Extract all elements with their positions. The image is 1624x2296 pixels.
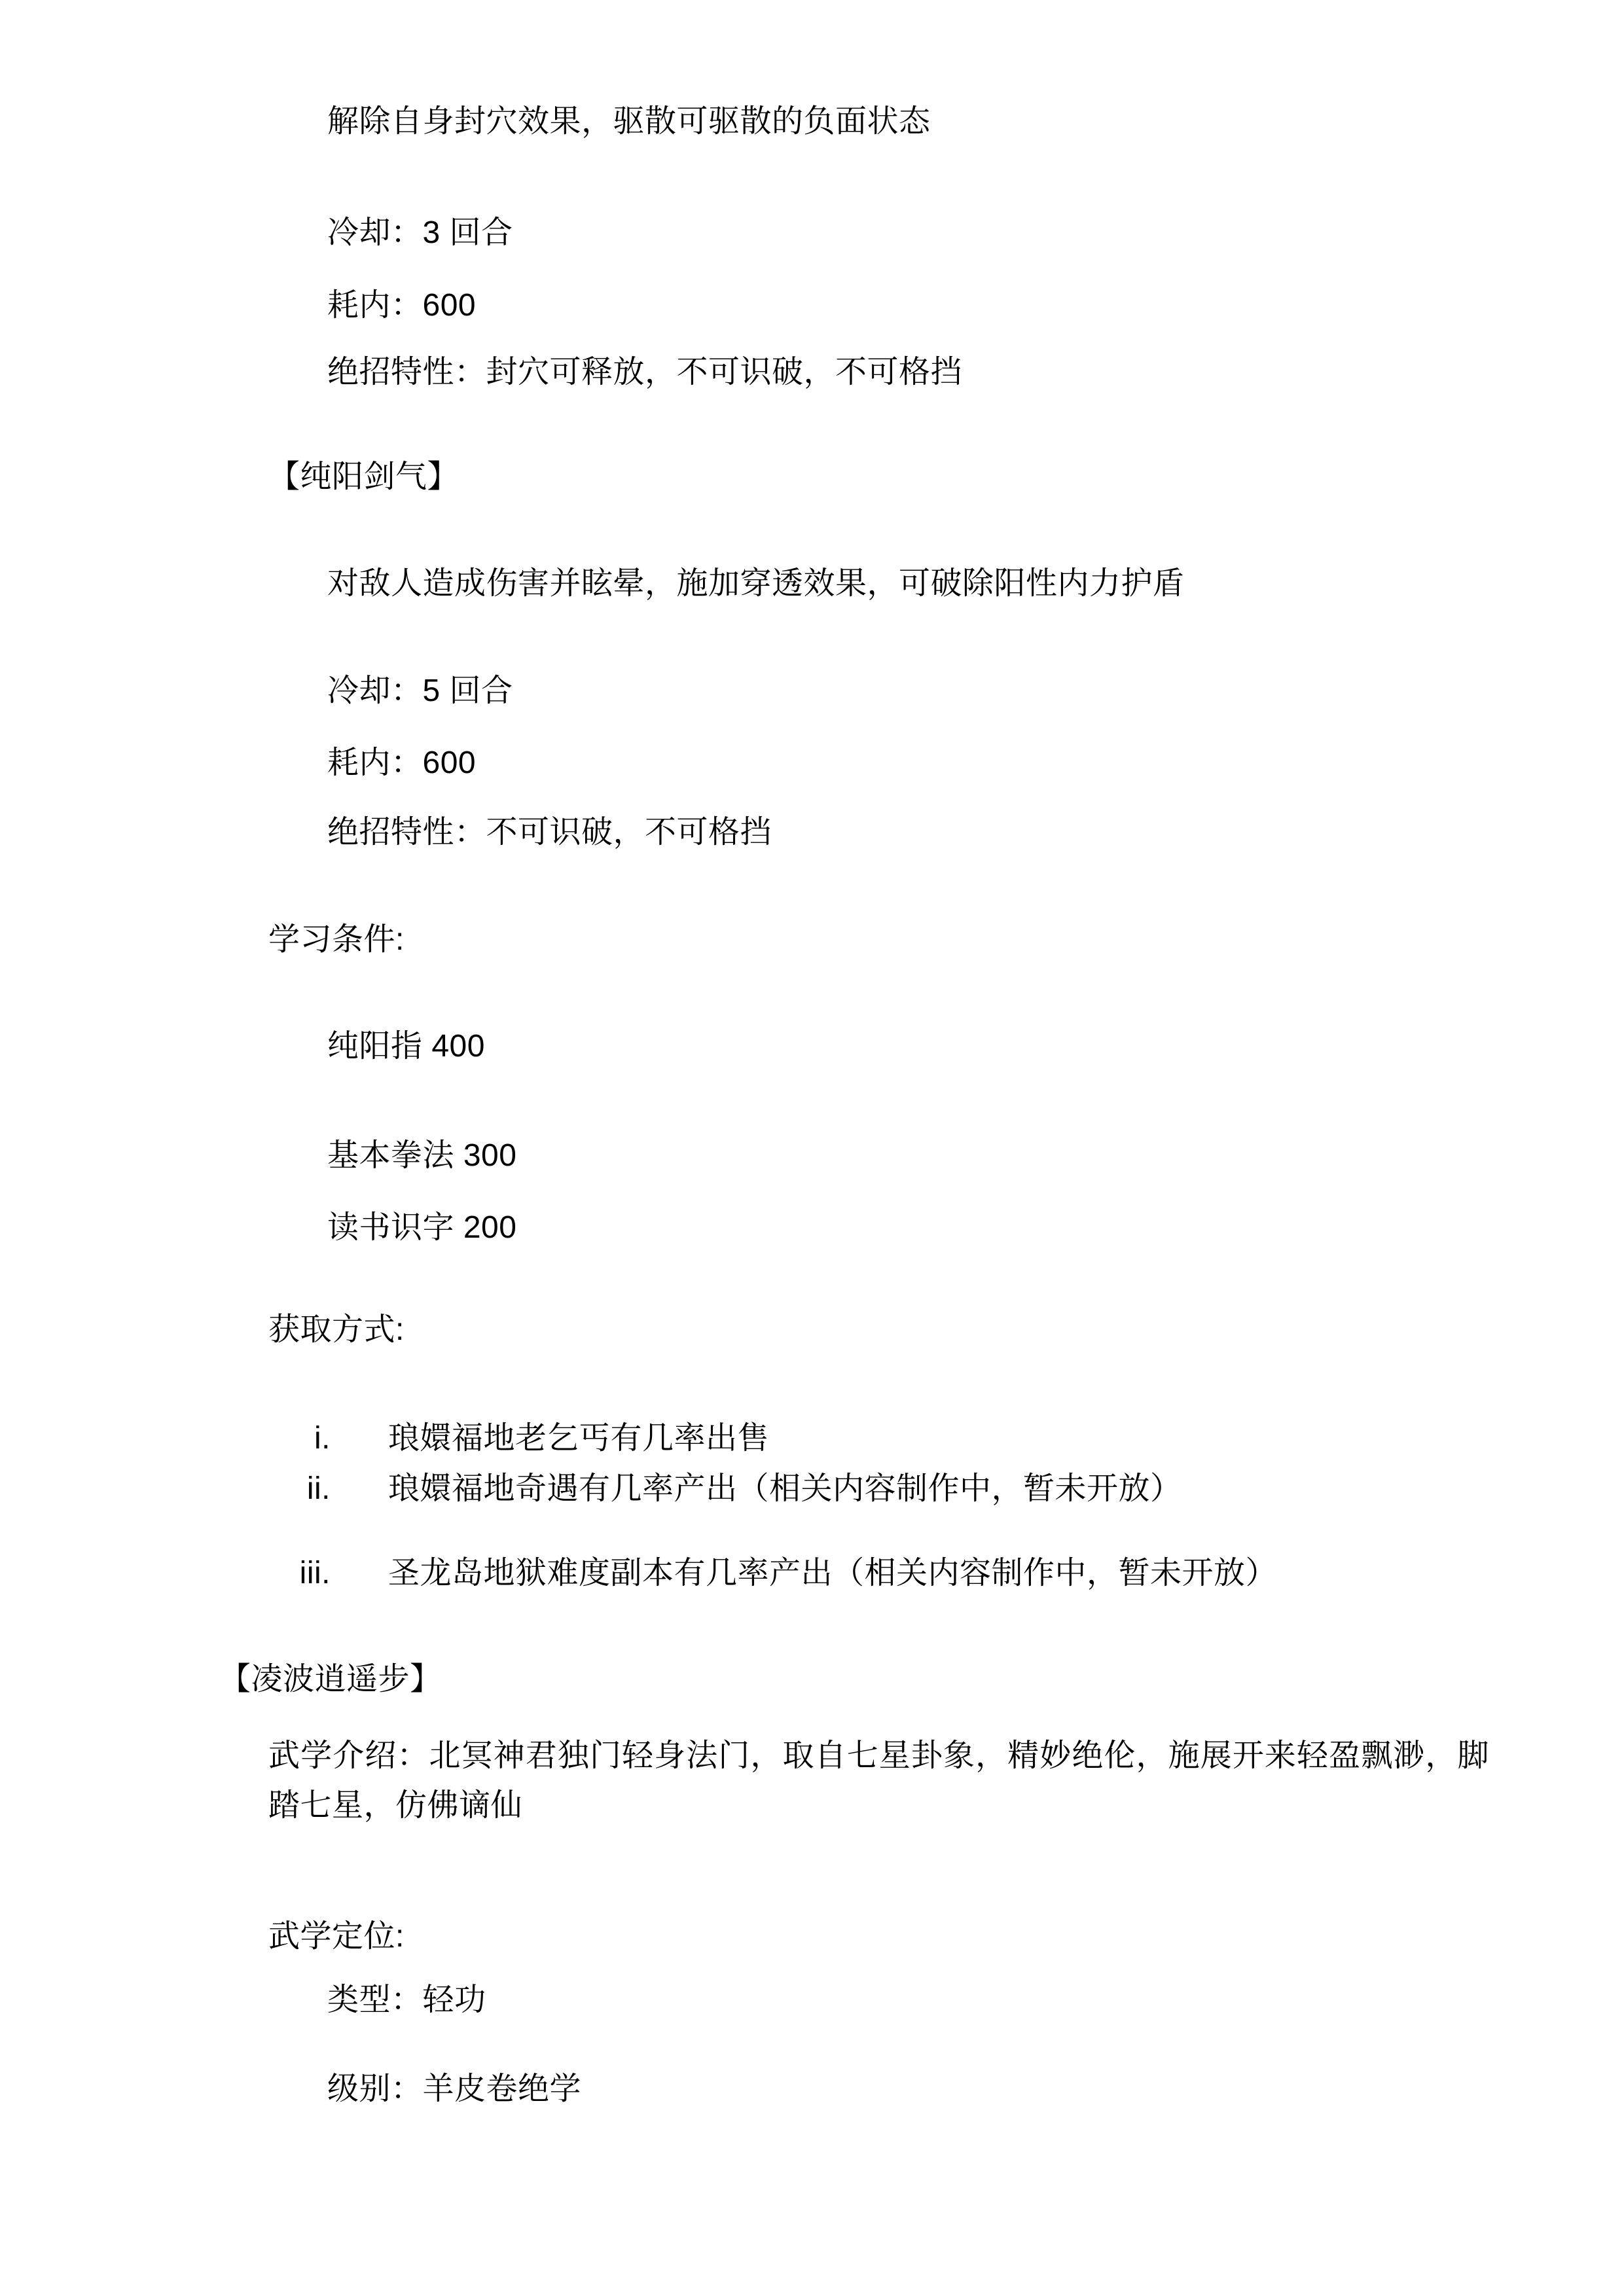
inner-cost-line: 耗内：600 bbox=[327, 288, 477, 323]
ultimate-traits-line: 绝招特性：封穴可释放，不可识破，不可格挡 bbox=[327, 355, 963, 389]
cooldown-line: 冷却：5 回合 bbox=[327, 673, 513, 708]
requirement-line: 基本拳法 300 bbox=[327, 1138, 517, 1173]
list-item bbox=[268, 1469, 1182, 1509]
type-line: 类型：轻功 bbox=[327, 1982, 486, 2017]
skill-heading-chunyang-jianqi: 【纯阳剑气】 bbox=[268, 459, 460, 494]
cooldown-line: 冷却：3 回合 bbox=[327, 215, 513, 250]
list-marker: i. bbox=[314, 1421, 331, 1456]
skill-effect-text: 解除自身封穴效果，驱散可驱散的负面状态 bbox=[327, 104, 931, 139]
skill-positioning-label: 武学定位: bbox=[268, 1919, 405, 1954]
list-item-text: 琅嬛福地老乞丐有几率出售 bbox=[388, 1421, 770, 1456]
acquisition-methods-label: 获取方式: bbox=[268, 1312, 405, 1347]
list-marker: iii. bbox=[299, 1556, 331, 1590]
list-item-text: 圣龙岛地狱难度副本有几率产出（相关内容制作中，暂未开放） bbox=[388, 1556, 1278, 1590]
requirement-line: 纯阳指 400 bbox=[327, 1029, 485, 1064]
ultimate-traits-line: 绝招特性：不可识破，不可格挡 bbox=[327, 815, 772, 850]
list-marker: ii. bbox=[306, 1471, 331, 1506]
inner-cost-line: 耗内：600 bbox=[327, 745, 477, 780]
grade-line: 级别：羊皮卷绝学 bbox=[327, 2072, 582, 2106]
list-item bbox=[268, 1418, 769, 1459]
skill-effect-text: 对敌人造成伤害并眩晕，施加穿透效果，可破除阳性内力护盾 bbox=[327, 566, 1185, 601]
skill-heading-lingbo-xiaoyaobu: 【凌波逍遥步】 bbox=[219, 1662, 442, 1696]
requirement-line: 读书识字 200 bbox=[327, 1210, 517, 1245]
skill-intro-paragraph: 武学介绍：北冥神君独门轻身法门，取自七星卦象，精妙绝伦，施展开来轻盈飘渺，脚踏七星，仿佛谪仙 bbox=[268, 1738, 1489, 1823]
learning-conditions-label: 学习条件: bbox=[268, 922, 405, 957]
list-item-text: 琅嬛福地奇遇有几率产出（相关内容制作中，暂未开放） bbox=[388, 1471, 1182, 1506]
list-item bbox=[268, 1553, 1277, 1594]
